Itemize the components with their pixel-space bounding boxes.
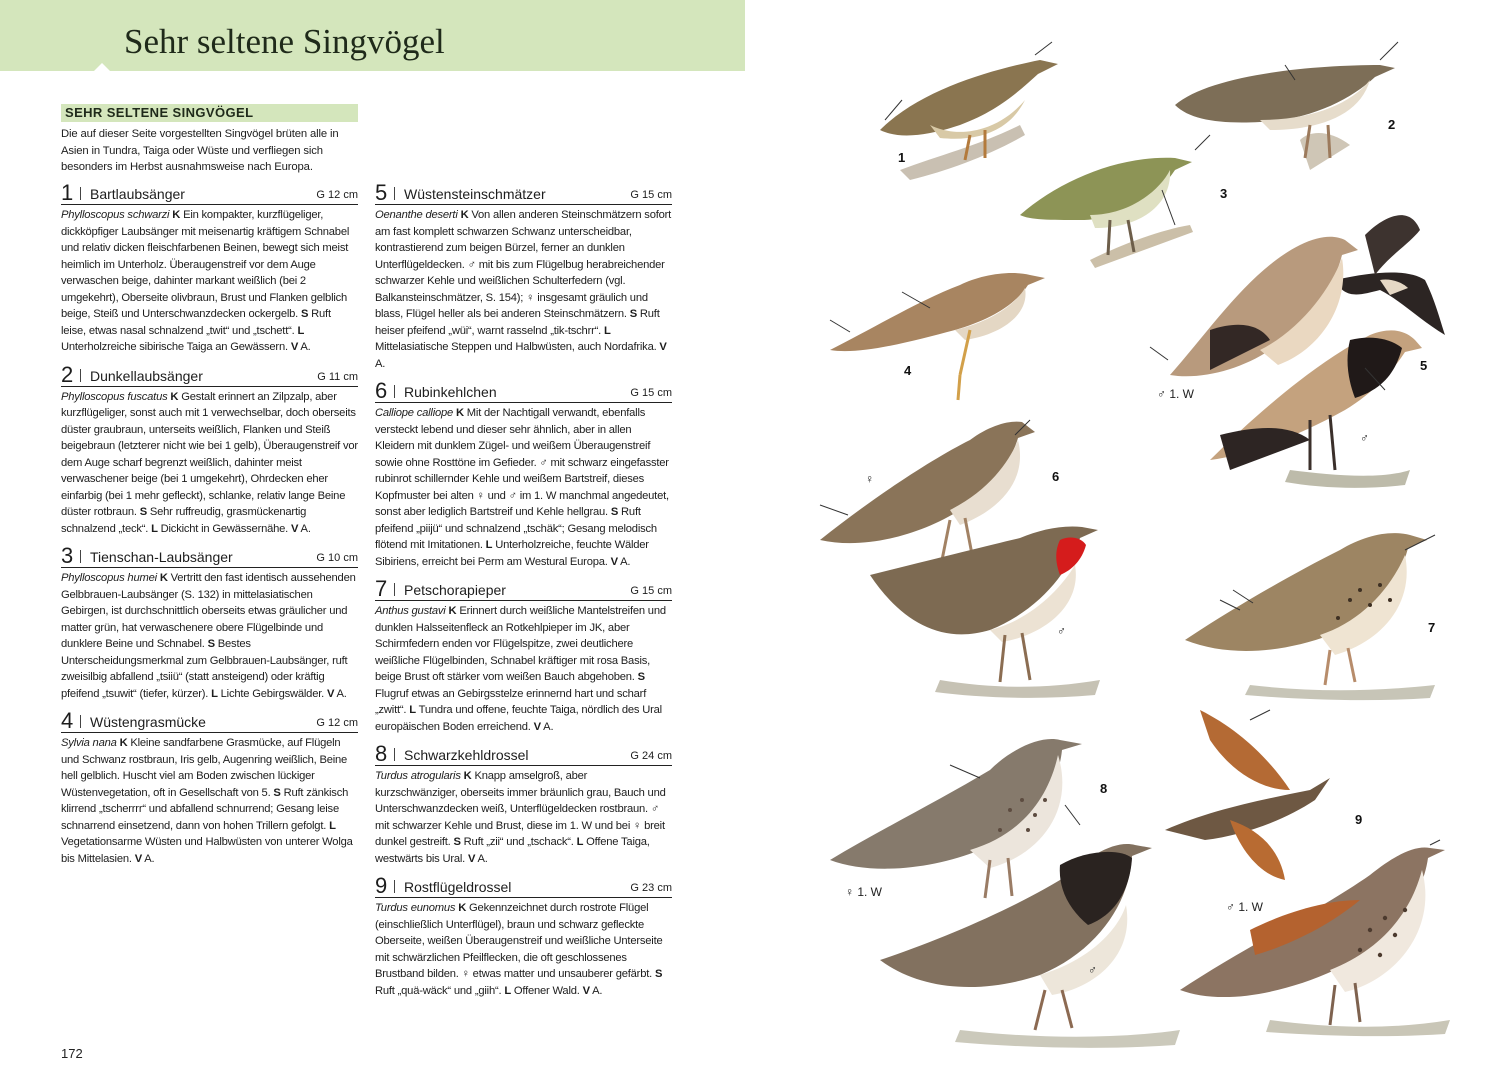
- header-notch: [94, 63, 110, 71]
- scientific-name: Calliope calliope: [375, 407, 454, 419]
- species-number: 6: [375, 378, 388, 403]
- species-entry: [375, 576, 672, 735]
- header-separator: [394, 385, 395, 398]
- figure-number-8: 8: [1100, 781, 1108, 796]
- header-separator: [394, 583, 395, 596]
- bird-illustrations: [790, 30, 1480, 1070]
- bird-7-illustration: [1185, 533, 1435, 700]
- bird-4-illustration: [830, 273, 1045, 400]
- species-size: G 12 cm: [316, 717, 358, 729]
- label-5-male: ♂: [1360, 431, 1369, 445]
- species-header: [375, 741, 672, 766]
- header-separator: [394, 880, 395, 893]
- bird-9-perched-illustration: [1180, 840, 1450, 1036]
- species-number: 8: [375, 741, 388, 766]
- species-size: G 24 cm: [630, 750, 672, 762]
- header-separator: [80, 550, 81, 563]
- scientific-name: Turdus atrogularis: [375, 770, 461, 782]
- species-name: Wüstengrasmücke: [90, 714, 206, 730]
- header-separator: [80, 187, 81, 200]
- species-entry: [61, 708, 358, 867]
- description-text: K Gestalt erinnert an Zilpzalp, aber kurzflügeliger, sonst auch mit 1 verwechselbar, doch oberseits düster graubraun, unterseits weißlich, Flanken und Steiß beigebraun (letzterer nicht wie bei 1 gelb), Überaugenstreif vor dem Auge scharf begrenzt weißlich, dahinter meist verwaschener beige (bei 1 umgekehrt), Ohrdecken eher einfarbig (bei 1 mehr gefleckt), schlanke, relativ lange Beine düster rotbraun. S Sehr ruffreudig, grasmückenartig schnalzend „teck“. L Dickicht in Gewässernähe. V A.: [61, 390, 358, 535]
- species-size: G 15 cm: [630, 387, 672, 399]
- description-text: K Gekennzeichnet durch rostrote Flügel (einschließlich Unterflügel), braun und schwarz gefleckte Oberseite, weißen Überaugenstreif und weißliche Unterseite mit schwärzlichen Pfeilflecken, die oft geschlossenes Brustband bilden. ♀ etwas matter und unsauberer gefärbt. S Ruft „quä-wäck“ und „giih“. L Offener Wald. V A.: [375, 902, 663, 997]
- figure-number-5: 5: [1420, 358, 1428, 373]
- scientific-name: Anthus gustavi: [375, 605, 446, 617]
- scientific-name: Turdus eunomus: [375, 902, 456, 914]
- scientific-name: Sylvia nana: [61, 737, 117, 749]
- description-text: K Ein kompakter, kurzflügeliger, dickköpfiger Laubsänger mit meisenartig kräftigem Schnabel und relativ dicken fleischfarbenen Beinen, bewegt sich meist heimlich im Unterholz. Überaugenstreif vor dem Auge verwaschen beige, dahinter markant weißlich (bei 2 umgekehrt), Oberseite olivbraun, Brust und Flanken gelblich beige, Steiß und Unterschwanzdecken ockergelb. S Ruft leise, etwas nasal schnalzend „twit“ und „tschett“. L Unterholzreiche sibirische Taiga an Gewässern. V A.: [61, 209, 350, 353]
- species-size: G 10 cm: [316, 552, 358, 564]
- species-header: [61, 180, 358, 205]
- figure-number-1: 1: [898, 150, 906, 165]
- bird-5-flying-illustration: [1335, 215, 1445, 335]
- description-text: K Erinnert durch weißliche Mantelstreifen und dunklen Halsseitenfleck an Rotkehlpieper im JK, aber Schirmfedern enden vor Flügelspitze, zwei deutlichere weißliche Flügelbinden, Schnabel kräftiger mit rosa Basis, beige Brust oft stärker vom weißen Bauch abgehoben. S Flugruf etwas an Gebirgsstelze erinnernd hart und scharf „zwitt“. L Tundra und offene, feuchte Taiga, nördlich des Ural europäischen Boden erreichend. V A.: [375, 605, 666, 733]
- scientific-name: Phylloscopus fuscatus: [61, 390, 168, 403]
- section-intro: Die auf dieser Seite vorgestellten Singvögel brüten alle in Asien in Tundra, Taiga oder Wüste und verfliegen sich besonders im Herbst ausnahmsweise nach Europa.: [61, 128, 339, 173]
- species-header: [61, 543, 358, 568]
- species-description: [375, 207, 672, 372]
- species-size: G 15 cm: [630, 585, 672, 597]
- column-right: [375, 180, 672, 1005]
- species-number: 9: [375, 873, 388, 898]
- bird-1-illustration: [880, 42, 1058, 180]
- header-separator: [394, 748, 395, 761]
- species-name: Petschorapieper: [404, 582, 506, 598]
- bird-plate: [790, 30, 1480, 1070]
- scientific-name: Phylloscopus schwarzi: [61, 209, 170, 221]
- figure-number-4: 4: [904, 363, 912, 378]
- species-description: [375, 603, 672, 735]
- figure-number-3: 3: [1220, 186, 1228, 201]
- species-size: G 23 cm: [630, 882, 672, 894]
- species-number: 2: [61, 361, 74, 387]
- description-text: K Von allen anderen Steinschmätzern sofort am fast komplett schwarzen Schwanz unterscheidbar, kontrastierend zum beigen Bürzel, ferner an dunklen Unterflügeldecken. ♂ mit bis zum Flügelbug herabreichender schwarzer Kehle und weißlichen Schulterfedern (vgl. Balkansteinschmätzer, S. 154); ♀ insgesamt gräulich und blass, Flügel heller als bei anderen Steinschmätzern. S Ruft heiser pfeifend „wüi“, warnt rasselnd „tik-tschrr“. L Mittelasiatische Steppen und Halbwüsten, auch Nordafrika. V A.: [375, 209, 672, 370]
- bird-3-illustration: [1020, 135, 1210, 268]
- bird-9-flying-illustration: [1165, 710, 1330, 880]
- bird-8-male-illustration: [880, 844, 1180, 1048]
- header-separator: [80, 369, 81, 382]
- description-text: K Knapp amselgroß, aber kurzschwänziger, oberseits immer bräunlich grau, Bauch und Unterschwanzdecken weiß, Unterflügeldecken rostbraun. ♂ mit schwarzer Kehle und Brust, diese im 1. W und bei ♀ breit dunkel gestreift. S Ruft „zii“ und „tschack“. L Offene Taiga, westwärts bis Ural. V A.: [375, 770, 666, 865]
- species-header: [375, 576, 672, 601]
- species-description: [61, 570, 358, 702]
- species-entry: [375, 873, 672, 999]
- species-name: Dunkellaubsänger: [90, 367, 203, 384]
- label-8-female-first-winter: ♀ 1. W: [845, 885, 883, 899]
- species-number: 7: [375, 576, 388, 601]
- label-8-male: ♂: [1088, 963, 1097, 977]
- bird-6-male-illustration: [870, 527, 1100, 698]
- species-size: G 12 cm: [316, 189, 358, 201]
- figure-number-6: 6: [1052, 469, 1060, 484]
- species-number: 1: [61, 180, 74, 205]
- species-name: Schwarzkehldrossel: [404, 747, 529, 763]
- species-entry: [61, 543, 358, 702]
- species-header: [375, 378, 672, 403]
- description-text: K Vertritt den fast identisch aussehenden Gelbbrauen-Laubsänger (S. 132) in mittelasiatischen Gebirgen, ist durchschnittlich oberseits etwas gräulicher und matter grün, hat verwaschenere obere Flügelbinde und dunklere Beine und Schnabel. S Bestes Unterscheidungsmerkmal zum Gelbbrauen-Laubsänger, ruft zweisilbig abfallend „tsiiü“ (statt ansteigend) oder kräftig pfeifend „tsuwit“ (tiefer, kürzer). L Lichte Gebirgswälder. V A.: [61, 572, 356, 700]
- species-entry: [61, 180, 358, 356]
- species-header: [61, 708, 358, 733]
- figure-number-9: 9: [1355, 812, 1363, 827]
- species-entry: [375, 180, 672, 372]
- header-separator: [394, 187, 395, 200]
- label-6-female: ♀: [865, 472, 874, 486]
- description-text: K Kleine sandfarbene Grasmücke, auf Flügeln und Schwanz rostbraun, Iris gelb, Augenring weißlich, Beine hell gelblich. Huscht viel am Boden zwischen lückiger Wüstenvegetation, oft in Gesellschaft von 5. S Ruft zänkisch klirrend „tscherrrr“ und abfallend schnurrend; Gesang leise schnarrend einsetzend, dann von hohen Trillern gefolgt. L Vegetationsarme Wüsten und Halbwüsten von unterer Wolga bis Mittelasien. V A.: [61, 737, 353, 865]
- column-left: [61, 180, 358, 873]
- header-separator: [80, 715, 81, 728]
- species-header: [375, 180, 672, 205]
- species-description: [375, 900, 672, 999]
- section-heading: SEHR SELTENE SINGVÖGEL: [61, 104, 358, 122]
- scientific-name: Oenanthe deserti: [375, 209, 458, 221]
- species-name: Wüstensteinschmätzer: [404, 186, 546, 202]
- species-name: Tienschan-Laubsänger: [90, 549, 233, 565]
- description-text: K Mit der Nachtigall verwandt, ebenfalls versteckt lebend und dieser sehr ähnlich, aber in allen Kleidern mit dunklem Zügel- und weißem Überaugenstreif sowie ohne Rosttöne im Gefieder. ♂ mit schwarz eingefasster rubinrot schillernder Kehle und weißem Bartstreif, dieses Kopfmuster bei alten ♀ und ♂ im 1. W manchmal angedeutet, sonst aber lediglich Bartstreif und Kehle hellgrau. S Ruft pfeifend „piijü“ und schnalzend „tschäk“; Gesang melodisch flötend mit Imitationen. L Unterholzreiche, feuchte Wälder Sibiriens, erreicht bei Perm am Westural Europa. V A.: [375, 407, 669, 568]
- species-number: 3: [61, 543, 74, 568]
- species-entry: [61, 362, 358, 538]
- species-name: Rubinkehlchen: [404, 384, 497, 400]
- species-description: [61, 735, 358, 867]
- species-name: Bartlaubsänger: [90, 186, 185, 202]
- species-description: [375, 768, 672, 867]
- bird-8-illustration: [830, 739, 1082, 898]
- species-number: 4: [61, 708, 74, 733]
- species-description: [61, 207, 358, 356]
- label-9-male-first-winter: ♂ 1. W: [1226, 900, 1264, 914]
- species-name: Rostflügeldrossel: [404, 879, 512, 895]
- label-6-male: ♂: [1057, 624, 1066, 638]
- figure-number-7: 7: [1428, 620, 1436, 635]
- species-size: G 15 cm: [630, 189, 672, 201]
- bird-2-illustration: [1175, 42, 1398, 170]
- scientific-name: Phylloscopus humei: [61, 572, 157, 584]
- page-title: Sehr seltene Singvögel: [124, 22, 445, 61]
- species-entry: [375, 378, 672, 570]
- species-header: [61, 362, 358, 387]
- page-number: 172: [61, 1046, 83, 1061]
- figure-number-2: 2: [1388, 117, 1396, 132]
- label-5-first-winter: ♂ 1. W: [1157, 387, 1195, 401]
- species-size: G 11 cm: [317, 370, 358, 383]
- species-entry: [375, 741, 672, 867]
- species-number: 5: [375, 180, 388, 205]
- species-description: [61, 389, 358, 538]
- species-header: [375, 873, 672, 898]
- species-description: [375, 405, 672, 570]
